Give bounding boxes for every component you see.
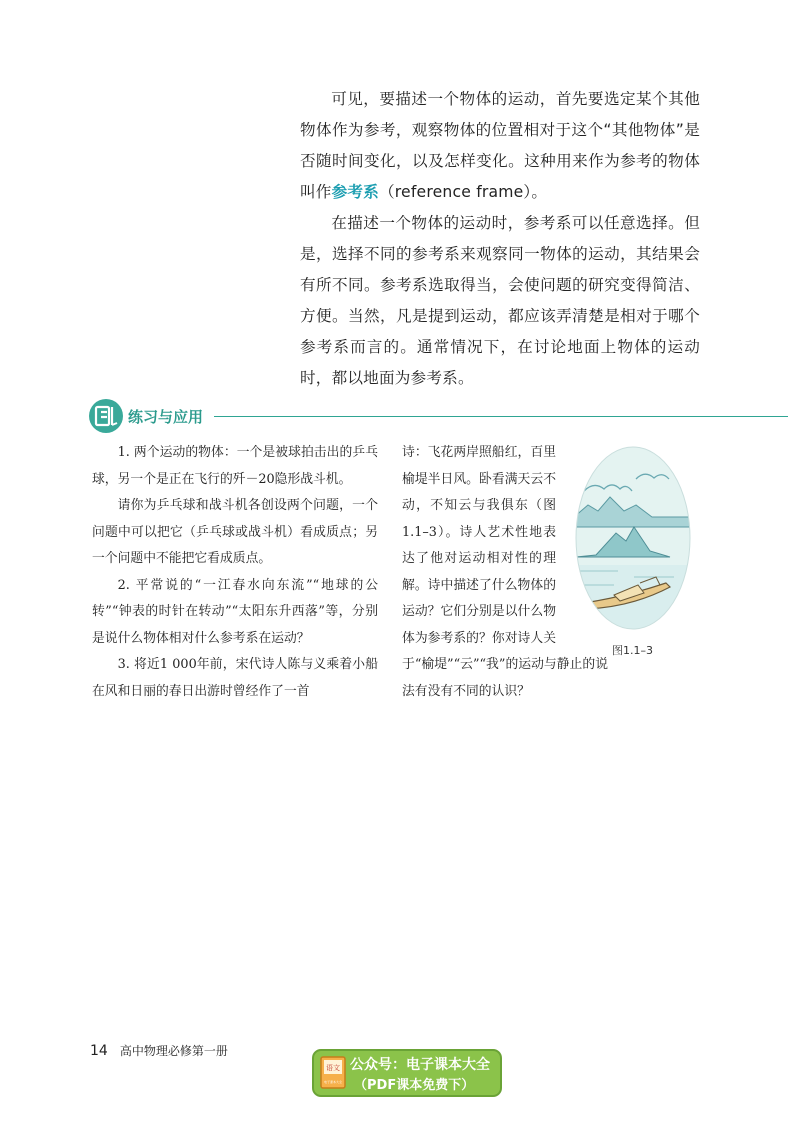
watermark-line2: （PDF课本免费下） bbox=[354, 1078, 475, 1093]
term-reference-frame: 参考系 bbox=[331, 183, 379, 201]
exercises-left-column bbox=[92, 440, 378, 705]
paragraph-text: 可见，要描述一个物体的运动，首先要选定某个其他物体作为参考，观察物体的位置相对于这个“其他物体”是否随时间变化，以及怎样变化。这种用来作为参考的物体叫作 bbox=[300, 90, 700, 201]
page-number: 14 bbox=[90, 1043, 108, 1059]
figure-caption: 图1.1–3 bbox=[612, 644, 653, 657]
page-footer bbox=[90, 1042, 228, 1059]
boat-poem-illustration bbox=[574, 445, 692, 631]
main-body-text bbox=[300, 84, 700, 394]
watermark-line1: 公众号：电子课本大全 bbox=[350, 1057, 490, 1073]
section-title: 练习与应用 bbox=[128, 408, 204, 426]
term-english: （reference frame）。 bbox=[378, 183, 548, 201]
paragraph-choosing-reference-frame: 在描述一个物体的运动时，参考系可以任意选择。但是，选择不同的参考系来观察同一物体的运动，其结果会有所不同。参考系选取得当，会使问题的研究变得简洁、方便。当然，凡是提到运动，都应该弄清楚是相对于哪个参考系而言的。通常情况下，在讨论地面上物体的运动时，都以地面为参考系。 bbox=[300, 214, 700, 387]
exercise-1-question: 请你为乒乓球和战斗机各创设两个问题，一个问题中可以把它（乒乓球或战斗机）看成质点；另一个问题中不能把它看成质点。 bbox=[92, 498, 378, 566]
section-header-exercises bbox=[88, 398, 788, 436]
exercise-section-icon bbox=[88, 398, 124, 434]
exercise-1: 1. 两个运动的物体：一个是被球拍击出的乒乓球，另一个是正在飞行的歼－20隐形战斗机。 bbox=[92, 445, 378, 487]
watermark-badge bbox=[312, 1049, 502, 1097]
textbook-icon bbox=[320, 1056, 346, 1089]
paragraph-reference-frame-definition bbox=[300, 84, 700, 208]
exercise-3: 3. 将近1 000年前，宋代诗人陈与义乘着小船在风和日丽的春日出游时曾经作了一首 bbox=[92, 657, 378, 699]
textbook-icon-label: 语文 bbox=[326, 1064, 340, 1072]
section-divider bbox=[214, 416, 788, 417]
exercise-2: 2. 平常说的“一江春水向东流”“地球的公转”“钟表的时针在转动”“太阳东升西落”等，分别是说什么物体相对什么参考系在运动？ bbox=[92, 577, 378, 646]
book-title: 高中物理必修第一册 bbox=[119, 1044, 228, 1058]
textbook-icon-sublabel: 电子课本大全 bbox=[323, 1080, 343, 1084]
exercise-3-continued: 诗：飞花两岸照船红，百里榆堤半日风。卧看满天云不动，不知云与我俱东（图1.1–3）。诗人艺术性地表达了他对运动相对性的理解。诗中描述了什么物体的运动？它们分别是以什么物体为参考系的？你对诗人关于“榆堤”“云”“我”的运动与静止的说法有没有不同的认识？ bbox=[402, 445, 608, 699]
